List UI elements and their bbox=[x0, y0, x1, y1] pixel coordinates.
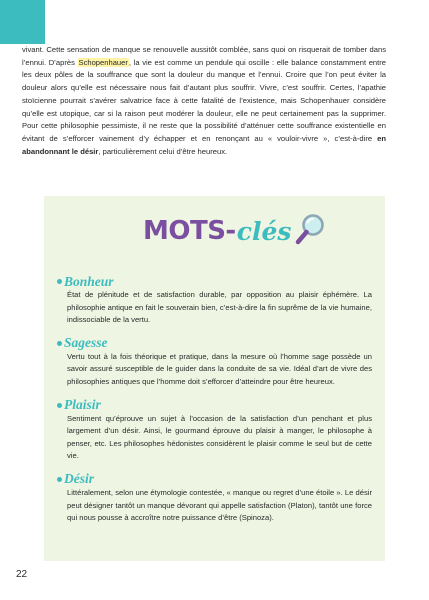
keyword-term-label: Sagesse bbox=[64, 335, 108, 351]
keyword-definition: Vertu tout à la fois théorique et pratique, dans la mesure où l’homme sage possède un savoir assuré susceptible de le guider dans la conduite de sa vie. Idéal d’art de vivre des philosophies antiques que l’homme doit s’efforcer d’atteindre pour être heureux. bbox=[67, 351, 372, 386]
keyword-term bbox=[58, 336, 372, 351]
intro-text-2: , la vie est comme un pendule qui oscille : elle balance constamment entre les deux pôles de la souffrance que sont la douleur du manque et l’ennui. Croire que l’on peut éviter la douleur alors qu’elle est nécessaire nous fait d’autant plus souffrir. Vivre, c’est souffrir. Certes, l’apathie stoïcienne pourrait s’avérer salvatrice face à cette fatalité de l’existence, mais Schopenhauer considère qu’elle est utopique, car si la raison peut modérer la douleur, elle ne peut certainement pas la supprimer. Pour cette philosophie pessimiste, il ne reste que la possibilité d’atténuer cette souffrance existentielle en évitant de s’efforcer vainement d’y échapper et en renonçant au « vouloir-vivre », c’est-à-dire bbox=[22, 57, 386, 143]
bullet-icon bbox=[57, 477, 62, 482]
bullet-icon bbox=[57, 279, 62, 284]
keyword-entry bbox=[58, 398, 372, 463]
keyword-term bbox=[58, 472, 372, 487]
corner-tab bbox=[0, 0, 45, 44]
keyword-term-label: Désir bbox=[64, 471, 94, 487]
magnifier-icon bbox=[294, 213, 326, 247]
page-number: 22 bbox=[16, 569, 28, 580]
keyword-term-label: Plaisir bbox=[64, 397, 101, 413]
intro-paragraph bbox=[22, 44, 386, 158]
intro-text-3: , particulièrement celui d’être heureux. bbox=[98, 146, 228, 156]
bullet-icon bbox=[57, 403, 62, 408]
keyword-entry bbox=[58, 336, 372, 389]
keyword-definition: État de plénitude et de satisfaction durable, par opposition au plaisir éphémère. La philosophie antique en fait le souverain bien, c’est-à-dire la fin suprême de la vie humaine, indissociable de la vertu. bbox=[67, 290, 372, 325]
keyword-term-label: Bonheur bbox=[64, 273, 114, 289]
highlighted-name: Schopenhauer bbox=[78, 57, 128, 67]
keyword-entry bbox=[58, 274, 372, 327]
keyword-entry bbox=[58, 472, 372, 525]
keyword-term bbox=[58, 274, 372, 289]
keyword-term bbox=[58, 398, 372, 413]
keywords-title-mots: MOTS- bbox=[143, 216, 236, 246]
keywords-title-cles: clés bbox=[236, 216, 292, 246]
keyword-definition: Littéralement, selon une étymologie contestée, « manque ou regret d’une étoile ». Le désir peut désigner tantôt un manque dévorant qui appelle satisfaction (Platon), tantôt une force qui nous pousse à accroître notre puissance d’être (Spinoza). bbox=[67, 487, 372, 523]
bullet-icon bbox=[57, 341, 62, 346]
keywords-box bbox=[44, 196, 385, 561]
keywords-title bbox=[143, 213, 326, 249]
intro-text-1: vivant. Cette sensation de manque se renouvelle aussitôt comblée, sans quoi on risquerait de tomber dans l’ennui. D’après bbox=[22, 45, 386, 67]
keywords-list bbox=[58, 274, 372, 534]
intro-bold-text: en abandonnant le désir bbox=[22, 133, 386, 156]
keyword-definition: Sentiment qu’éprouve un sujet à l’occasion de la satisfaction d’un penchant et plus largement d’un désir. Ainsi, le gourmand éprouve du plaisir à manger, le philosophe à penser, etc. Les philosophes hédonistes considèrent le plaisir comme le seul but de cette vie. bbox=[67, 413, 372, 461]
